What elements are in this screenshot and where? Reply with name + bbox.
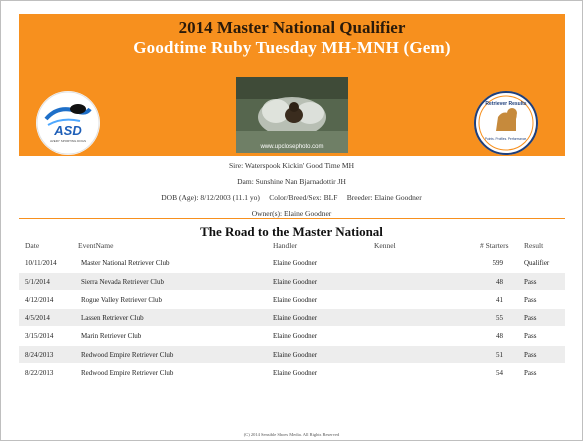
section-divider xyxy=(19,218,565,219)
row-starters: 599 xyxy=(492,259,503,267)
row-event: Marin Retriever Club xyxy=(81,332,142,340)
row-result: Pass xyxy=(524,278,537,286)
retriever-results-logo-text: Retriever Results xyxy=(485,101,527,107)
column-header-starters: # Starters xyxy=(480,241,509,250)
row-event: Rogue Valley Retriever Club xyxy=(81,296,162,304)
row-starters: 41 xyxy=(496,296,503,304)
row-starters: 55 xyxy=(496,314,503,322)
dog-name: Goodtime Ruby Tuesday MH-MNH (Gem) xyxy=(133,38,451,57)
column-header-result: Result xyxy=(524,241,544,250)
row-date: 8/22/2013 xyxy=(25,369,54,377)
row-event: Lassen Retriever Club xyxy=(81,314,144,322)
asd-logo-icon xyxy=(36,91,100,155)
row-starters: 48 xyxy=(496,332,503,340)
row-date: 10/11/2014 xyxy=(25,259,57,267)
column-header-date: Date xyxy=(25,241,40,250)
row-result: Qualifier xyxy=(524,259,550,267)
column-header-kennel: Kennel xyxy=(374,241,396,250)
row-event: Redwood Empire Retriever Club xyxy=(81,369,174,377)
retriever-results-logo-icon xyxy=(474,91,538,155)
row-result: Pass xyxy=(524,369,537,377)
dog-in-water-photo xyxy=(236,77,348,153)
row-date: 5/1/2014 xyxy=(25,278,50,286)
row-event: Master National Retriever Club xyxy=(81,259,170,267)
row-date: 8/24/2013 xyxy=(25,351,54,359)
table-row xyxy=(19,327,565,344)
column-header-event: EventName xyxy=(78,241,114,250)
table-row xyxy=(19,309,565,326)
row-date: 4/12/2014 xyxy=(25,296,54,304)
row-event: Sierra Nevada Retriever Club xyxy=(81,278,164,286)
row-result: Pass xyxy=(524,314,537,322)
copyright-footer: (C) 2014 Sensible Shoes Media. All Rights Reserved xyxy=(243,432,340,437)
row-result: Pass xyxy=(524,351,537,359)
column-header-handler: Handler xyxy=(273,241,298,250)
dog-details-line: DOB (Age): 8/12/2003 (11.1 yo) Color/Breed/Sex: BLF Breeder: Elaine Goodner xyxy=(161,193,422,202)
row-handler: Elaine Goodner xyxy=(273,314,318,322)
row-handler: Elaine Goodner xyxy=(273,351,318,359)
table-row xyxy=(19,273,565,290)
row-starters: 54 xyxy=(496,369,503,377)
header-banner xyxy=(19,14,565,156)
asd-logo-text: ASD xyxy=(54,123,82,138)
table-row xyxy=(19,346,565,363)
asd-logo-subtext: AVERY SPORTING DOGS xyxy=(50,139,86,143)
row-handler: Elaine Goodner xyxy=(273,278,318,286)
row-result: Pass xyxy=(524,332,537,340)
row-handler: Elaine Goodner xyxy=(273,369,318,377)
row-date: 3/15/2014 xyxy=(25,332,54,340)
table-row xyxy=(19,291,565,308)
row-handler: Elaine Goodner xyxy=(273,259,318,267)
retriever-results-logo-subtext: Points. Profiles. Performance. xyxy=(484,137,528,141)
row-handler: Elaine Goodner xyxy=(273,332,318,340)
table-row xyxy=(19,254,565,271)
page-title: 2014 Master National Qualifier xyxy=(178,18,406,37)
photo-caption: www.upclosephoto.com xyxy=(260,144,324,150)
row-date: 4/5/2014 xyxy=(25,314,50,322)
sire-line: Sire: Waterspook Kickin' Good Time MH xyxy=(229,161,354,170)
row-starters: 48 xyxy=(496,278,503,286)
table-row xyxy=(19,364,565,381)
row-handler: Elaine Goodner xyxy=(273,296,318,304)
row-result: Pass xyxy=(524,296,537,304)
row-event: Redwood Empire Retriever Club xyxy=(81,351,174,359)
dam-line: Dam: Sunshine Nan Bjarnadottir JH xyxy=(237,177,346,186)
section-title: The Road to the Master National xyxy=(200,224,383,239)
row-starters: 51 xyxy=(496,351,503,359)
owner-line: Owner(s): Elaine Goodner xyxy=(251,209,332,218)
